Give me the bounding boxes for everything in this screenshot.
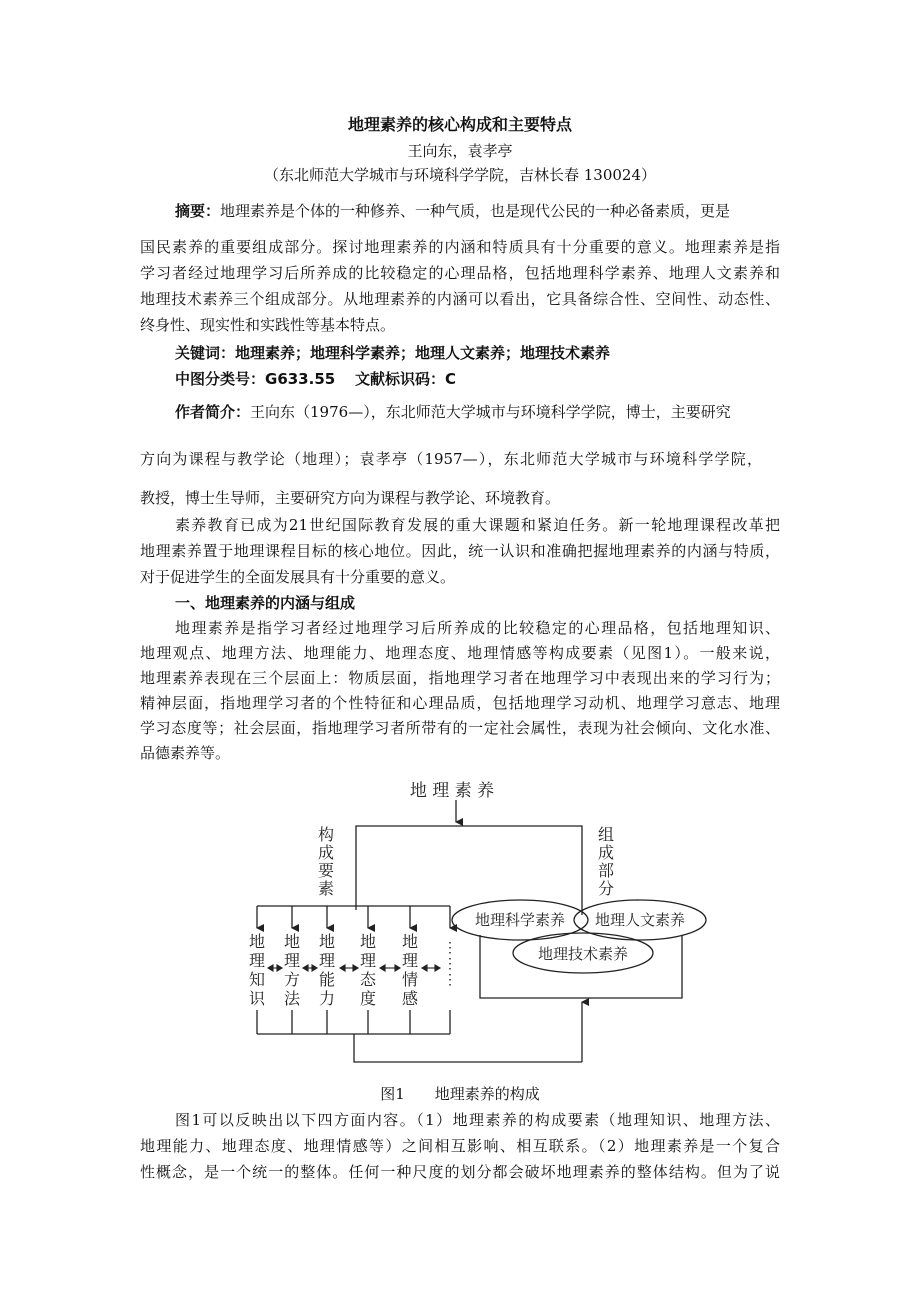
element-3-char-0: 地	[359, 932, 377, 951]
paper-title: 地理素养的核心构成和主要特点	[347, 115, 572, 134]
intro-line-2: 对于促进学生的全面发展具有十分重要的意义。	[140, 568, 456, 586]
element-1-char-0: 地	[283, 932, 301, 951]
keywords: 关键词：地理素养；地理科学素养；地理人文素养；地理技术素养	[175, 344, 611, 362]
clc-number: 中图分类号：G633.55	[175, 370, 336, 388]
element-0-char-2: 知	[248, 970, 266, 989]
section-line-3: 精神层面，指地理学习者的个性特征和心理品质，包括地理学习动机、地理学习意志、地理	[140, 694, 780, 712]
figure-top-label: 地 理 素 养	[409, 781, 495, 801]
element-4-char-0: 地	[401, 932, 419, 951]
element-3-char-1: 理	[359, 951, 377, 970]
affiliation: （东北师范大学城市与环境科学学院，吉林长春 130024）	[263, 166, 657, 184]
left-branch-label-char-2: 要	[317, 861, 335, 880]
right-branch-label-char-3: 分	[597, 879, 615, 898]
element-ellipsis-0: ⋮	[443, 940, 457, 956]
element-ellipsis-2: ⋮	[443, 972, 457, 988]
intro-line-1: 地理素养置于地理课程目标的核心地位。因此，统一认识和准确把握地理素养的内涵与特质，	[140, 542, 780, 560]
element-0-char-0: 地	[248, 932, 266, 951]
abstract-line-0: 地理素养是个体的一种修养、一种气质，也是现代公民的一种必备素质，更是	[220, 202, 731, 220]
element-2-char-0: 地	[318, 932, 336, 951]
section-line-4: 学习态度等；社会层面，指地理学习者所带有的一定社会属性，表现为社会倾向、文化水准、	[140, 719, 780, 737]
left-branch-label-char-3: 素	[317, 879, 335, 898]
component-humanities: 地理人文素养	[594, 911, 686, 929]
abstract-line-1: 国民素养的重要组成部分。探讨地理素养的内涵和特质具有十分重要的意义。地理素养是指	[140, 238, 780, 256]
author-intro-line-1: 方向为课程与教学论（地理）；袁孝亭（1957—），东北师范大学城市与环境科学学院，	[140, 450, 762, 468]
document-code: 文献标识码：C	[355, 370, 457, 388]
followup-line-1: 地理能力、地理态度、地理情感等）之间相互影响、相互联系。（2）地理素养是一个复合	[140, 1137, 780, 1155]
component-science: 地理科学素养	[474, 911, 566, 929]
section-line-2: 地理素养表现在三个层面上：物质层面，指地理学习者在地理学习中表现出来的学习行为；	[140, 669, 780, 687]
element-1-char-3: 法	[283, 989, 301, 1008]
figure-caption: 图1 地理素养的构成	[380, 1085, 540, 1103]
section-heading: 一、地理素养的内涵与组成	[175, 594, 356, 612]
author-intro-line-0: 王向东（1976—），东北师范大学城市与环境科学学院，博士，主要研究	[250, 403, 731, 421]
right-branch-label-char-1: 成	[597, 843, 615, 862]
intro-line-0: 素养教育已成为21世纪国际教育发展的重大课题和紧迫任务。新一轮地理课程改革把	[175, 516, 780, 534]
element-2-char-3: 力	[318, 989, 336, 1008]
abstract-line-3: 地理技术素养三个组成部分。从地理素养的内涵可以看出，它具备综合性、空间性、动态性、	[140, 290, 780, 308]
followup-line-2: 性概念，是一个统一的整体。任何一种尺度的划分都会破坏地理素养的整体结构。但为了说	[140, 1163, 780, 1181]
left-branch-label-char-1: 成	[317, 843, 335, 862]
followup-line-0: 图1可以反映出以下四方面内容。（1）地理素养的构成要素（地理知识、地理方法、	[175, 1111, 780, 1129]
section-line-5: 品德素养等。	[140, 744, 231, 762]
right-branch-label-char-2: 部	[597, 861, 615, 880]
element-1-char-2: 方	[283, 970, 301, 989]
author-intro-label: 作者简介：	[175, 403, 251, 421]
element-2-char-2: 能	[318, 970, 336, 989]
element-4-char-1: 理	[401, 951, 419, 970]
author-intro-line-2: 教授，博士生导师，主要研究方向为课程与教学论、环境教育。	[140, 489, 561, 507]
element-3-char-3: 度	[359, 989, 377, 1008]
abstract-line-4: 终身性、现实性和实践性等基本特点。	[140, 316, 396, 334]
authors: 王向东，袁孝亭	[407, 142, 513, 160]
abstract-label: 摘要：	[175, 202, 221, 220]
left-branch-label-char-0: 构	[317, 825, 335, 844]
element-1-char-1: 理	[283, 951, 301, 970]
right-branch-label-char-0: 组	[597, 825, 615, 844]
component-technology: 地理技术素养	[537, 945, 629, 963]
element-0-char-1: 理	[248, 951, 266, 970]
element-2-char-1: 理	[318, 951, 336, 970]
element-4-char-3: 感	[401, 989, 419, 1008]
section-line-0: 地理素养是指学习者经过地理学习后所养成的比较稳定的心理品格，包括地理知识、	[175, 619, 780, 637]
section-line-1: 地理观点、地理方法、地理能力、地理态度、地理情感等构成要素（见图1）。一般来说，	[140, 644, 780, 662]
abstract-line-2: 学习者经过地理学习后所养成的比较稳定的心理品格，包括地理科学素养、地理人文素养和	[140, 264, 780, 282]
element-3-char-2: 态	[359, 970, 377, 989]
element-ellipsis-1: ⋮	[443, 956, 457, 972]
element-0-char-3: 识	[248, 989, 266, 1008]
element-4-char-2: 情	[401, 970, 419, 989]
